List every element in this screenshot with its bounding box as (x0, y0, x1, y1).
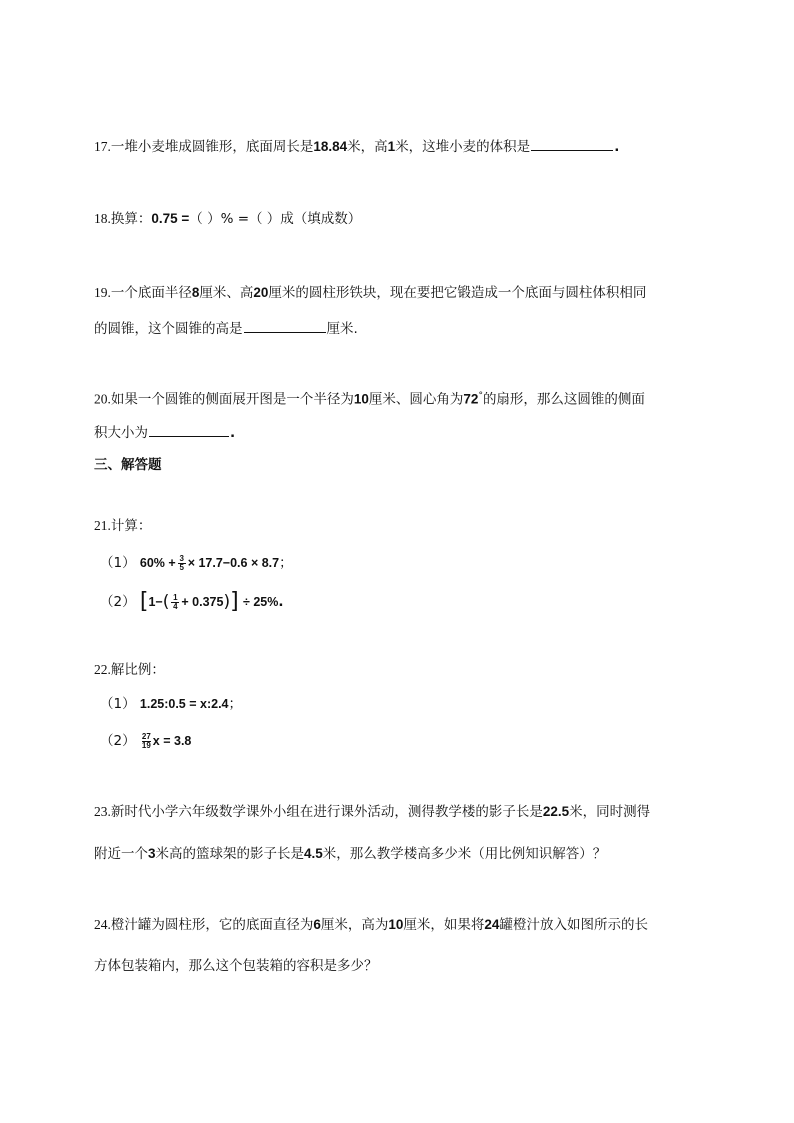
answer-blank[interactable] (149, 422, 229, 437)
question-number: 21. (94, 518, 111, 533)
question-22: 22.解比例： (94, 662, 165, 678)
question-21-part-1: （1） 60% + $\frac{3}{5}$ × 17.7−0.6 × 8.7； (100, 553, 293, 572)
section-title: 三、解答题 (94, 457, 162, 473)
answer-blank[interactable] (244, 318, 326, 333)
fraction: $\frac{27}{19}$ (141, 731, 151, 750)
question-number: 17. (94, 139, 111, 154)
question-20-line-2: 积大小为 . (94, 422, 700, 443)
question-number: 18. (94, 211, 111, 226)
question-23: 23.新时代小学六年级数学课外小组在进行课外活动，测得教学楼的影子长是22.5米，同时测得 (94, 804, 651, 820)
question-19-line-2: 的圆锥，这个圆锥的高是 厘米. (94, 318, 700, 339)
question-19: 19.一个底面半径8厘米、高20厘米的圆柱形铁块，现在要把它锻造成一个底面与圆柱体积相同 (94, 285, 647, 301)
question-23-line-2: 附近一个3米高的篮球架的影子长是4.5米，那么教学楼高多少米（用比例知识解答）？ (94, 846, 607, 862)
question-22-part-1: （1） 1.25:0.5 = x:2.4； (100, 696, 242, 712)
fraction: $\frac{1}{4}$ (173, 592, 178, 611)
question-24: 24.橙汁罐为圆柱形，它的底面直径为6厘米，高为10厘米，如果将24罐橙汁放入如图所示的长 (94, 917, 648, 933)
question-number: 20. (94, 391, 111, 407)
question-number: 19. (94, 285, 111, 300)
question-24-line-2: 方体包装箱内，那么这个包装箱的容积是多少？ (94, 958, 378, 974)
question-22-part-2: （2） $\frac{27}{19}$ x = 3.8 (100, 731, 192, 750)
question-21-part-2: （2） [1−( $\frac{1}{4}$ + 0.375)] ÷ 25%. (100, 589, 284, 614)
question-21: 21.计算： (94, 518, 152, 534)
question-18: 18.换算：0.75 =（ ）% =（ ）成（填成数） (94, 211, 362, 227)
question-number: 23. (94, 804, 111, 819)
question-20: 20.如果一个圆锥的侧面展开图是一个半径为10厘米、圆心角为72°的扇形，那么这圆锥的侧面 (94, 391, 645, 408)
question-number: 22. (94, 662, 111, 677)
fraction: $\frac{3}{5}$ (179, 553, 184, 572)
answer-blank[interactable] (531, 136, 613, 151)
question-17: 17.一堆小麦堆成圆锥形，底面周长是18.84米，高1米，这堆小麦的体积是 . (94, 136, 700, 157)
question-number: 24. (94, 917, 111, 932)
